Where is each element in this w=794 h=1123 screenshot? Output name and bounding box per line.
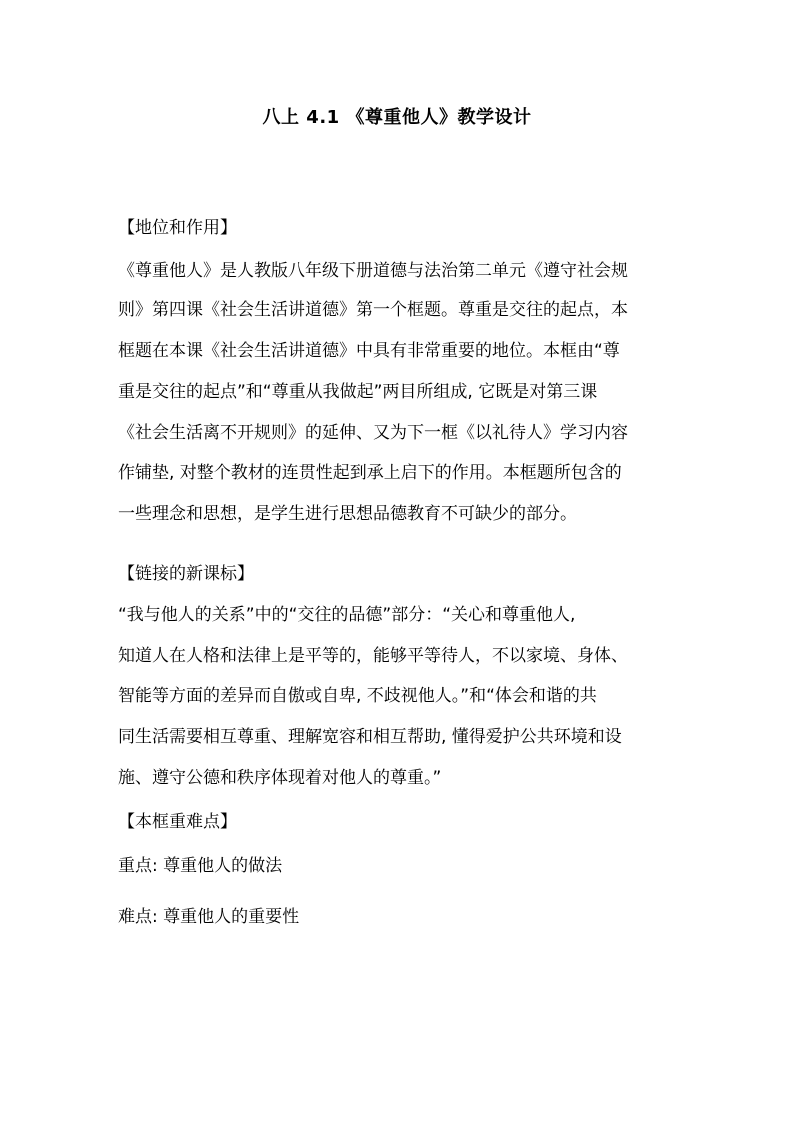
paragraph-line: “我与他人的关系”中的“交往的品德”部分：“关心和尊重他人, — [118, 605, 576, 625]
section-heading-curriculum-standards: 【链接的新课标】 — [118, 564, 254, 584]
key-point: 重点: 尊重他人的做法 — [118, 856, 283, 876]
difficult-point: 难点: 尊重他人的重要性 — [118, 907, 300, 927]
section-heading-key-difficult-points: 【本框重难点】 — [118, 812, 237, 832]
paragraph-line: 则》第四课《社会生活讲道德》第一个框题。尊重是交往的起点，本 — [118, 300, 628, 320]
paragraph-line: 知道人在人格和法律上是平等的，能够平等待人，不以家境、身体、 — [118, 646, 628, 666]
paragraph-line: 重是交往的起点”和“尊重从我做起”两目所组成, 它既是对第三课 — [118, 382, 598, 402]
paragraph-line: 《尊重他人》是人教版八年级下册道德与法治第二单元《遵守社会规 — [118, 261, 628, 281]
document-title: 八上 4.1 《尊重他人》教学设计 — [262, 107, 532, 128]
paragraph-line: 施、遵守公德和秩序体现着对他人的尊重。” — [118, 768, 442, 788]
paragraph-line: 《社会生活离不开规则》的延伸、又为下一框《以礼待人》学习内容 — [118, 423, 628, 443]
paragraph-line: 智能等方面的差异而自傲或自卑, 不歧视他人。”和“体会和谐的共 — [118, 686, 597, 706]
paragraph-line: 作铺垫, 对整个教材的连贯性起到承上启下的作用。本框题所包含的 — [118, 463, 622, 483]
paragraph-line: 框题在本课《社会生活讲道德》中具有非常重要的地位。本框由“尊 — [118, 341, 620, 361]
paragraph-line: 一些理念和思想，是学生进行思想品德教育不可缺少的部分。 — [118, 504, 577, 524]
section-heading-position-role: 【地位和作用】 — [118, 218, 237, 238]
paragraph-line: 同生活需要相互尊重、理解宽容和相互帮助, 懂得爱护公共环境和设 — [118, 727, 622, 747]
